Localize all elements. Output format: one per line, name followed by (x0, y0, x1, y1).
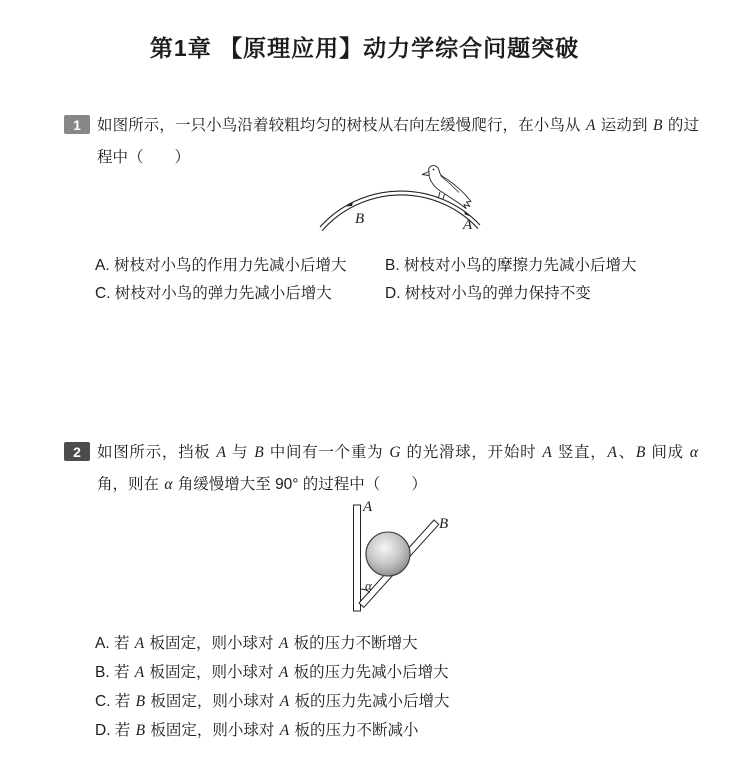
bird-beak (422, 172, 430, 176)
problem-2-number-badge: 2 (64, 442, 90, 461)
board-a (354, 505, 361, 611)
page-title: 第1章 【原理应用】动力学综合问题突破 (149, 35, 580, 61)
option-1c: C. 树枝对小鸟的弹力先减小后增大 (95, 285, 332, 302)
figure-bird-on-branch (300, 162, 510, 246)
option-2d: D. 若 B 板固定，则小球对 A 板的压力不断减小 (95, 722, 419, 739)
bird-figure (422, 166, 471, 209)
option-1d: D. 树枝对小鸟的弹力保持不变 (385, 285, 591, 302)
bird-eye (433, 169, 435, 171)
problem-2-options (95, 629, 450, 745)
smooth-ball (366, 532, 410, 576)
board-a-label: A (363, 499, 373, 515)
branch-point-a-label: A (463, 217, 473, 233)
option-2c: C. 若 B 板固定，则小球对 A 板的压力先减小后增大 (95, 693, 450, 710)
branch-point-b-label: B (355, 211, 365, 227)
board-b-label: B (439, 516, 449, 532)
problem-2-stem: 如图所示，挡板 A 与 B 中间有一个重为 G 的光滑球，开始时 A 竖直，A、B 间成 α 角，则在 α 角缓慢增大至 90° 的过程中（ ） (97, 444, 698, 493)
option-1b: B. 树枝对小鸟的摩擦力先减小后增大 (385, 257, 637, 274)
figure-ball-between-boards (340, 497, 460, 617)
problem-2 (64, 437, 699, 501)
problem-1-stem: 如图所示，一只小鸟沿着较粗均匀的树枝从右向左缓慢爬行，在小鸟从 A 运动到 B 的过程中（ ） (97, 117, 699, 166)
problem-1-number-badge: 1 (64, 115, 90, 134)
option-1a: A. 树枝对小鸟的作用力先减小后增大 (95, 257, 347, 274)
option-2b: B. 若 A 板固定，则小球对 A 板的压力先减小后增大 (95, 664, 449, 681)
alpha-angle-label: α (365, 578, 372, 593)
problem-1-options (95, 252, 711, 308)
option-2a: A. 若 A 板固定，则小球对 A 板的压力不断增大 (95, 635, 418, 652)
